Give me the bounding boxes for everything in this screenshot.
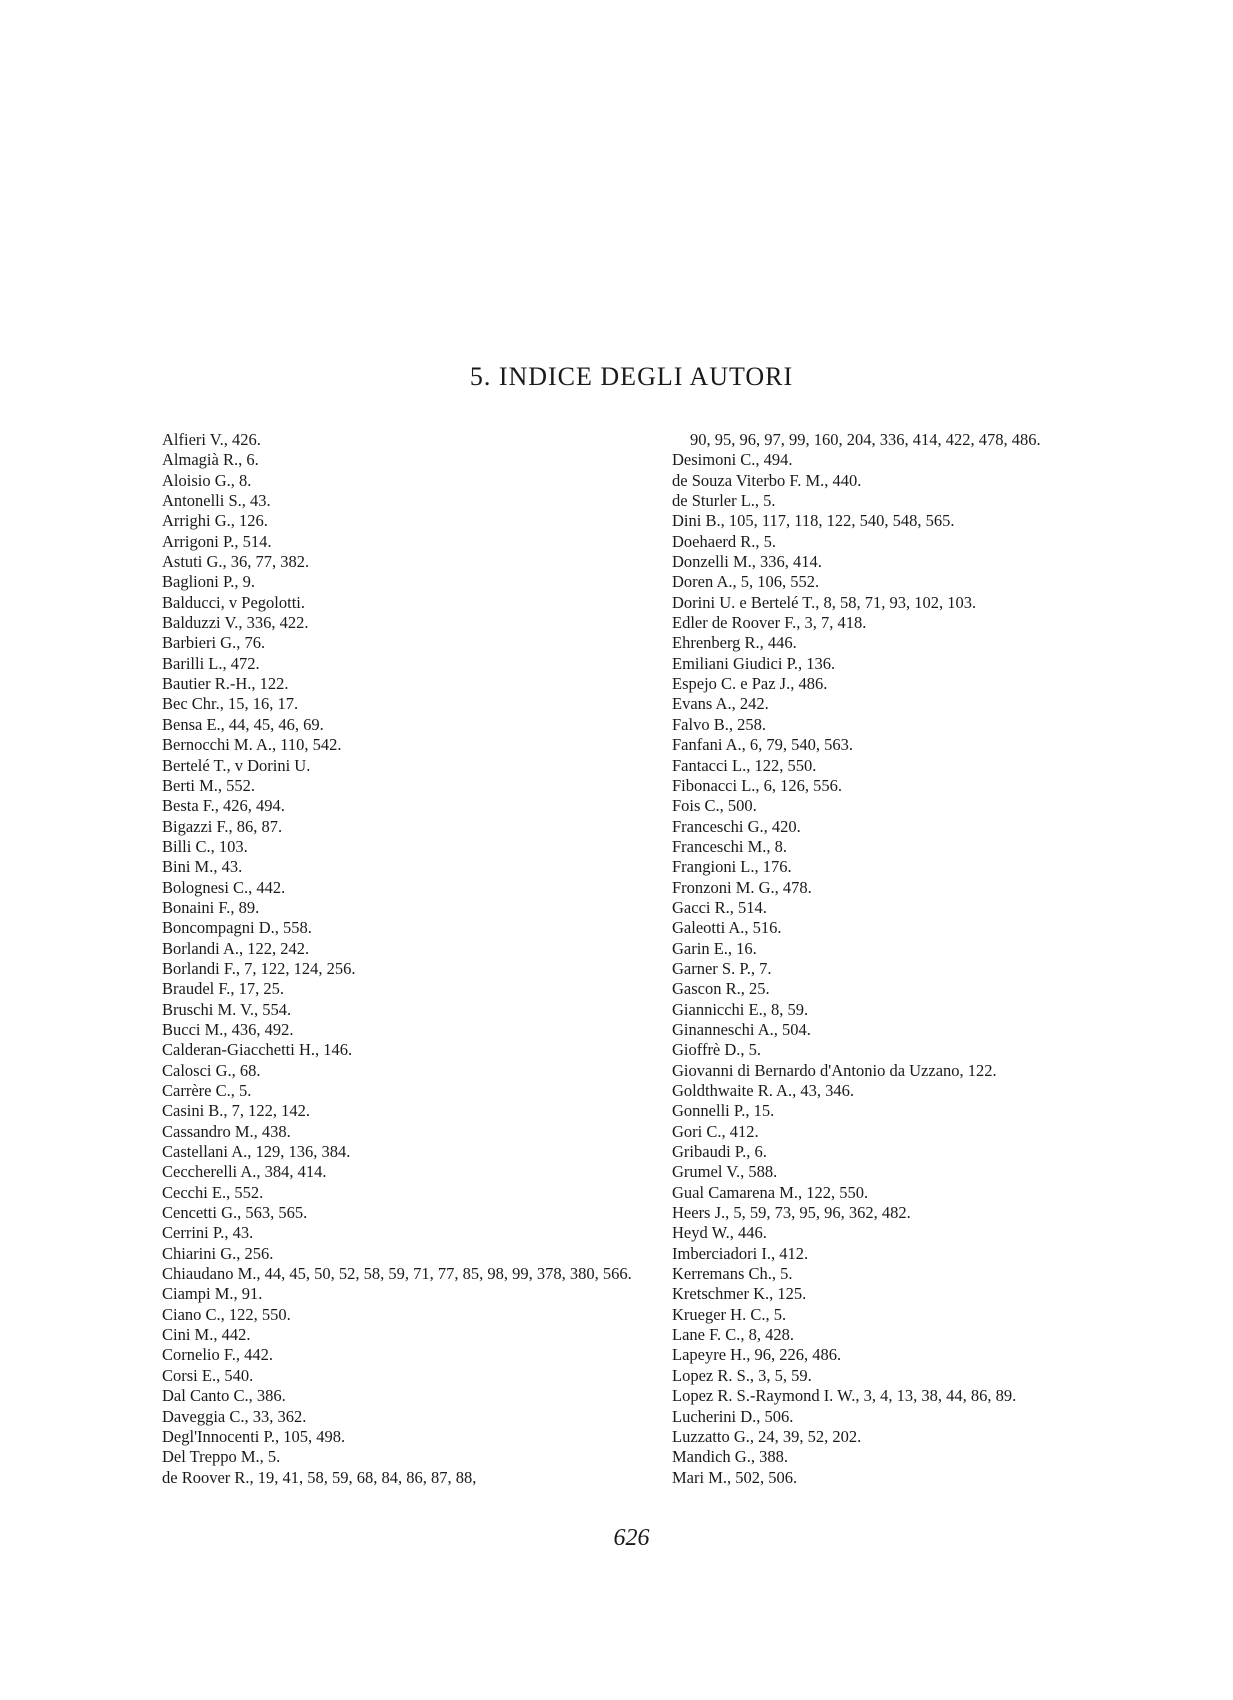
index-entry: Edler de Roover F., 3, 7, 418. (672, 613, 867, 633)
index-entry: Boncompagni D., 558. (162, 918, 312, 938)
index-entry: Alfieri V., 426. (162, 430, 261, 449)
index-entry: Lane F. C., 8, 428. (672, 1325, 794, 1345)
index-entry: Lapeyre H., 96, 226, 486. (672, 1345, 842, 1365)
index-entry: Carrère C., 5. (162, 1081, 252, 1100)
index-entry: Degl'Innocenti P., 105, 498. (162, 1426, 346, 1446)
index-entry: Bautier R.-H., 122. (162, 674, 289, 694)
index-entry: Aloisio G., 8. (162, 470, 252, 490)
index-entry: Bruschi M. V., 554. (162, 999, 292, 1019)
index-entry: Dini B., 105, 117, 118, 122, 540, 548, 565. (672, 511, 955, 531)
index-entry: Cassandro M., 438. (162, 1121, 291, 1141)
index-entry: Ehrenberg R., 446. (672, 633, 797, 653)
index-entry: Lopez R. S., 3, 5, 59. (672, 1365, 812, 1385)
index-entry: Bonaini F., 89. (162, 897, 260, 917)
index-entry: Daveggia C., 33, 362. (162, 1406, 307, 1426)
index-entry: Bernocchi M. A., 110, 542. (162, 735, 342, 755)
index-entry: Mandich G., 388. (672, 1447, 788, 1467)
index-entry: Cerrini P., 43. (162, 1223, 254, 1243)
index-entry: Garin E., 16. (672, 938, 757, 958)
index-entry: Heyd W., 446. (672, 1223, 767, 1243)
index-entry: Kretschmer K., 125. (672, 1284, 807, 1304)
index-entry: Antonelli S., 43. (162, 491, 271, 511)
index-entry: Lucherini D., 506. (672, 1406, 794, 1426)
index-entry: Balducci, v Pegolotti. (162, 592, 305, 612)
index-entry: Barbieri G., 76. (162, 633, 266, 653)
index-entry: Gacci R., 514. (672, 897, 767, 917)
index-entry: Giovanni di Bernardo d'Antonio da Uzzano, 122. (672, 1060, 997, 1080)
index-entry: Almagià R., 6. (162, 450, 259, 470)
index-entry: Calosci G., 68. (162, 1060, 261, 1080)
index-entry: de Roover R., 19, 41, 58, 59, 68, 84, 86, 87, 88, (162, 1467, 477, 1487)
index-entry: Fibonacci L., 6, 126, 556. (672, 775, 843, 795)
index-entry: Barilli L., 472. (162, 653, 260, 673)
index-entry: Billi C., 103. (162, 836, 248, 856)
index-entry: Luzzatto G., 24, 39, 52, 202. (672, 1426, 862, 1446)
author-index-right-column (672, 430, 1142, 1488)
index-entry: Imberciadori I., 412. (672, 1243, 809, 1263)
index-entry: Grumel V., 588. (672, 1162, 778, 1182)
index-entry: Lopez R. S.-Raymond I. W., 3, 4, 13, 38, 44, 86, 89. (672, 1386, 1017, 1406)
index-entry: Espejo C. e Paz J., 486. (672, 674, 828, 694)
index-entry: Calderan-Giacchetti H., 146. (162, 1040, 353, 1060)
index-entry: Ginanneschi A., 504. (672, 1019, 811, 1039)
index-entry: Giannicchi E., 8, 59. (672, 999, 809, 1019)
index-entry: Ceccherelli A., 384, 414. (162, 1162, 327, 1182)
index-entry: Heers J., 5, 59, 73, 95, 96, 362, 482. (672, 1203, 911, 1223)
index-entry: Gribaudi P., 6. (672, 1142, 767, 1162)
index-entry: Ciano C., 122, 550. (162, 1304, 291, 1324)
index-entry: Baglioni P., 9. (162, 572, 256, 592)
index-entry: Gori C., 412. (672, 1121, 759, 1141)
index-entry: Fois C., 500. (672, 796, 757, 816)
index-entry: Borlandi F., 7, 122, 124, 256. (162, 958, 356, 978)
index-entry: Arrigoni P., 514. (162, 531, 272, 551)
index-entry: Gonnelli P., 15. (672, 1101, 775, 1121)
index-entry: Corsi E., 540. (162, 1365, 254, 1385)
index-entry: Falvo B., 258. (672, 714, 766, 734)
index-entry: Bensa E., 44, 45, 46, 69. (162, 714, 324, 734)
index-entry: Castellani A., 129, 136, 384. (162, 1142, 351, 1162)
index-entry: Doehaerd R., 5. (672, 531, 777, 551)
index-entry: Berti M., 552. (162, 775, 256, 795)
index-entry: Fanfani A., 6, 79, 540, 563. (672, 735, 854, 755)
index-entry: Bigazzi F., 86, 87. (162, 816, 283, 836)
index-entry-continuation: 90, 95, 96, 97, 99, 160, 204, 336, 414, 422, 478, 486. (690, 430, 1041, 449)
index-entry: Fronzoni M. G., 478. (672, 877, 812, 897)
index-entry: Donzelli M., 336, 414. (672, 552, 822, 572)
index-entry: Desimoni C., 494. (672, 450, 793, 470)
index-entry: Kerremans Ch., 5. (672, 1264, 793, 1284)
index-entry: Frangioni L., 176. (672, 857, 792, 877)
index-entry: Arrighi G., 126. (162, 511, 268, 531)
index-entry: Goldthwaite R. A., 43, 346. (672, 1081, 854, 1100)
index-entry: Balduzzi V., 336, 422. (162, 613, 309, 633)
index-entry: Chiarini G., 256. (162, 1243, 274, 1263)
index-entry: Dorini U. e Bertelé T., 8, 58, 71, 93, 102, 103. (672, 592, 977, 612)
index-entry: Braudel F., 17, 25. (162, 979, 284, 999)
index-entry: Cecchi E., 552. (162, 1182, 264, 1202)
index-entry: Franceschi G., 420. (672, 816, 801, 836)
index-entry: Bertelé T., v Dorini U. (162, 755, 311, 775)
author-index-left-column (162, 430, 642, 1488)
index-entry: Evans A., 242. (672, 694, 769, 714)
index-entry: Astuti G., 36, 77, 382. (162, 552, 310, 572)
index-entry: Fantacci L., 122, 550. (672, 755, 817, 775)
index-entry: Cornelio F., 442. (162, 1345, 273, 1365)
index-entry: Bec Chr., 15, 16, 17. (162, 694, 299, 714)
index-entry: Emiliani Giudici P., 136. (672, 653, 836, 673)
index-entry: Bucci M., 436, 492. (162, 1019, 294, 1039)
index-entry: Ciampi M., 91. (162, 1284, 263, 1304)
index-entry: Bolognesi C., 442. (162, 877, 286, 897)
index-entry: Bini M., 43. (162, 857, 243, 877)
index-entry: Galeotti A., 516. (672, 918, 782, 938)
index-entry: Casini B., 7, 122, 142. (162, 1101, 311, 1121)
index-entry: Gual Camarena M., 122, 550. (672, 1182, 869, 1202)
index-entry: Garner S. P., 7. (672, 958, 772, 978)
index-entry: Gioffrè D., 5. (672, 1040, 762, 1060)
index-entry: Chiaudano M., 44, 45, 50, 52, 58, 59, 71, 77, 85, 98, 99, 378, 380, 566. (162, 1264, 632, 1284)
index-entry: de Souza Viterbo F. M., 440. (672, 470, 862, 490)
page-title: 5. INDICE DEGLI AUTORI (469, 362, 794, 391)
index-entry: Besta F., 426, 494. (162, 796, 285, 816)
index-entry: Mari M., 502, 506. (672, 1467, 798, 1487)
index-entry: Krueger H. C., 5. (672, 1304, 787, 1324)
index-entry: Cini M., 442. (162, 1325, 251, 1345)
index-entry: de Sturler L., 5. (672, 491, 776, 511)
index-entry: Gascon R., 25. (672, 979, 770, 999)
index-entry: Cencetti G., 563, 565. (162, 1203, 308, 1223)
index-entry: Dal Canto C., 386. (162, 1386, 286, 1406)
index-entry: Borlandi A., 122, 242. (162, 938, 310, 958)
page-number: 626 (613, 1525, 650, 1551)
index-entry: Franceschi M., 8. (672, 836, 788, 856)
index-entry: Del Treppo M., 5. (162, 1447, 281, 1467)
index-entry: Doren A., 5, 106, 552. (672, 572, 820, 592)
